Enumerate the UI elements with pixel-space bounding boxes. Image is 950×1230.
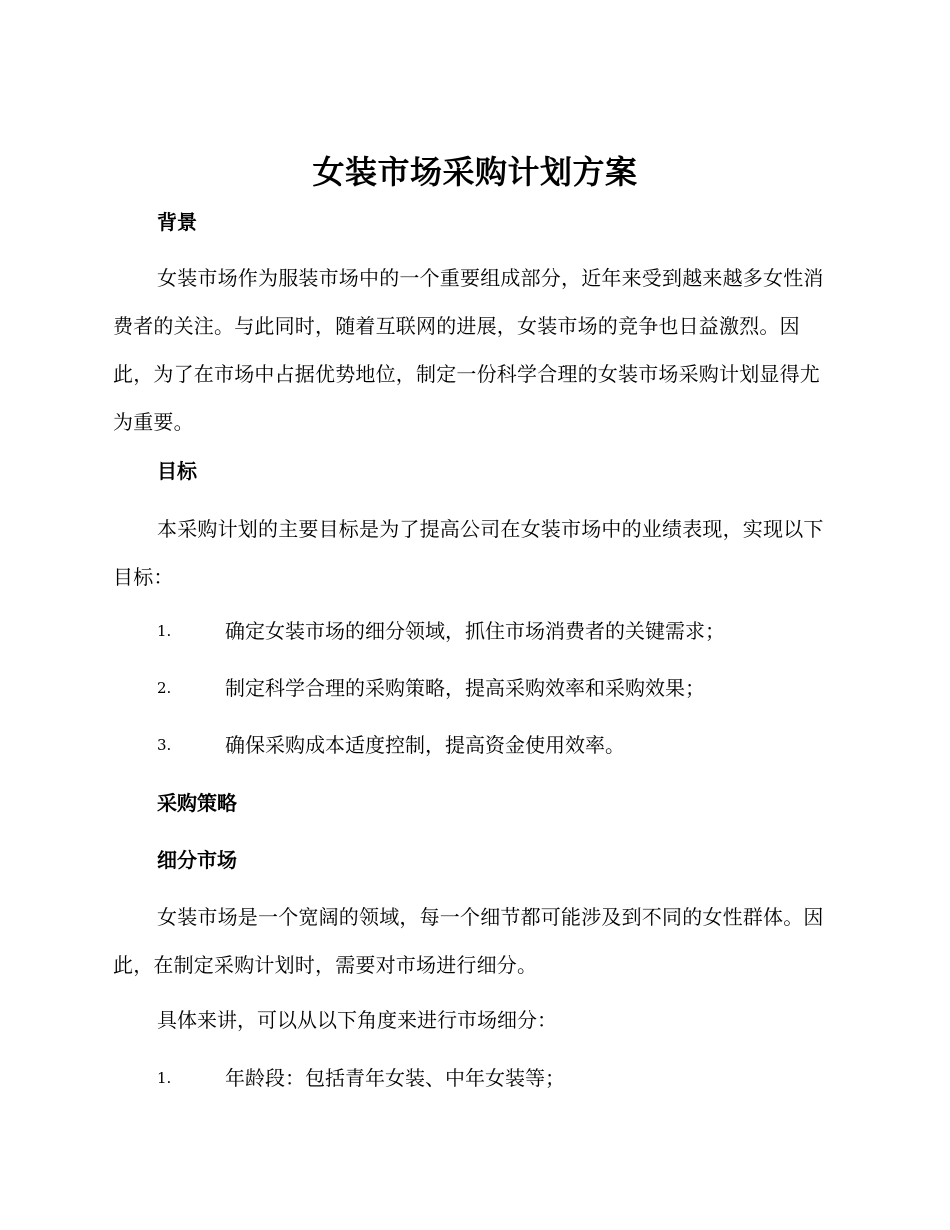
list-item-number: 3. [157, 736, 172, 754]
list-item-number: 1. [157, 1069, 172, 1087]
section-heading-goals: 目标 [157, 459, 197, 483]
section-heading-strategy: 采购策略 [157, 791, 237, 815]
document-title: 女装市场采购计划方案 [312, 153, 638, 191]
goals-paragraph: 本采购计划的主要目标是为了提高公司在女装市场中的业绩表现，实现以下目标： [113, 517, 824, 589]
section-heading-background: 背景 [157, 210, 197, 234]
segment-paragraph: 女装市场是一个宽阔的领域，每一个细节都可能涉及到不同的女性群体。因此，在制定采购计划时，需要对市场进行细分。 [113, 905, 824, 977]
background-paragraph: 女装市场作为服装市场中的一个重要组成部分，近年来受到越来越多女性消费者的关注。与此同时，随着互联网的进展，女装市场的竞争也日益激烈。因此，为了在市场中占据优势地位，制定一份科学合理的女装市场采购计划显得尤为重要。 [113, 266, 824, 434]
list-item-text: 确定女装市场的细分领域，抓住市场消费者的关键需求； [225, 619, 725, 643]
list-item-text: 年龄段：包括青年女装、中年女装等； [225, 1066, 565, 1090]
list-item-text: 制定科学合理的采购策略，提高采购效率和采购效果； [225, 676, 705, 700]
list-item-number: 1. [157, 622, 172, 640]
list-item-number: 2. [157, 679, 172, 697]
list-item-text: 确保采购成本适度控制，提高资金使用效率。 [225, 733, 625, 757]
segment-intro: 具体来讲，可以从以下角度来进行市场细分： [157, 1008, 557, 1032]
subsection-heading-segment: 细分市场 [157, 848, 237, 872]
